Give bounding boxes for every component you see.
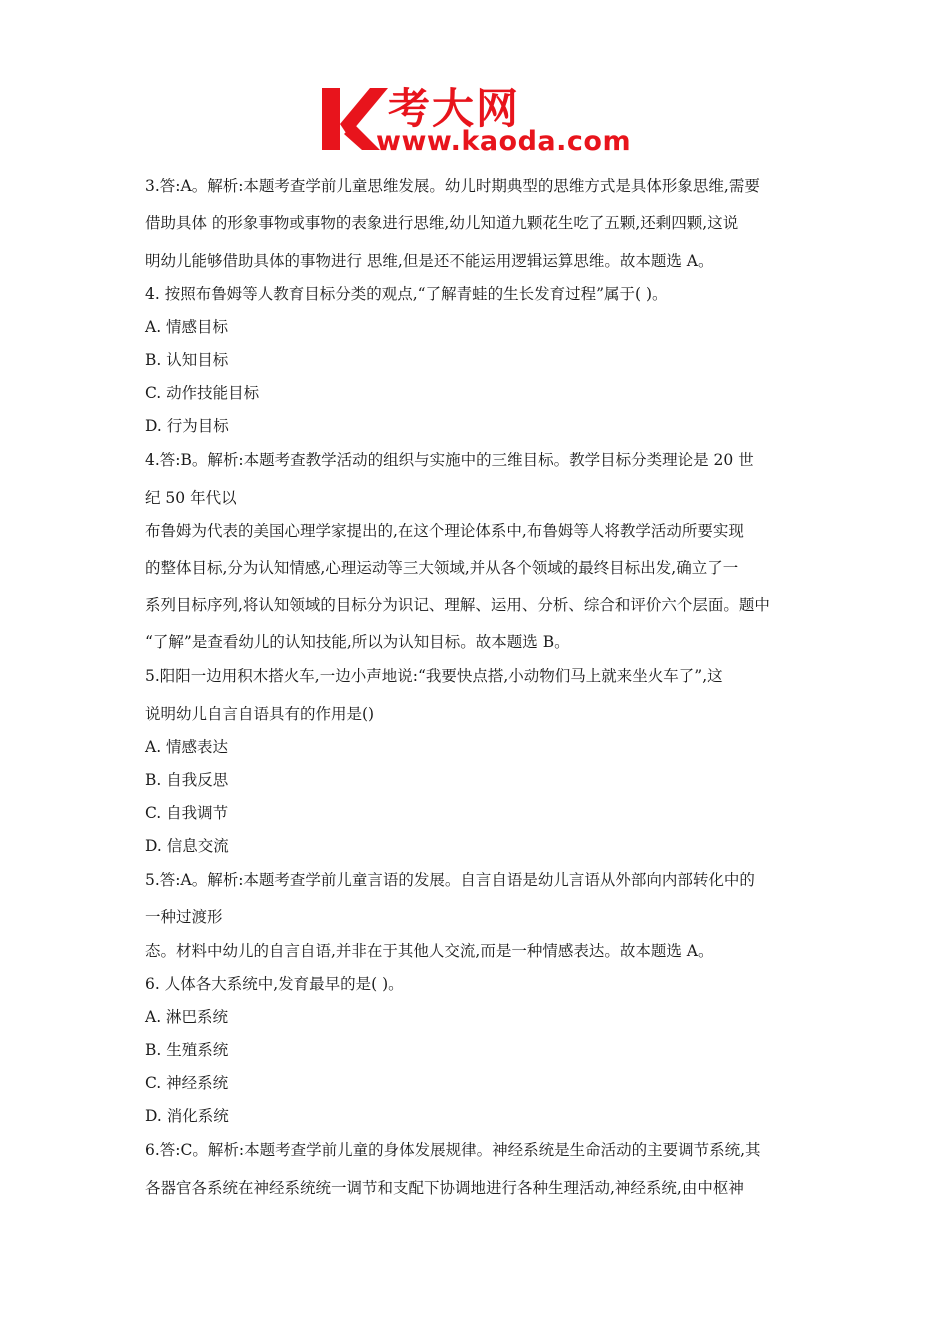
option-c: C. 自我调节: [145, 804, 229, 822]
text-line: 借助具体 的形象事物或事物的表象进行思维,幼儿知道九颗花生吃了五颗,还剩四颗,这说: [145, 214, 739, 232]
option-a: A. 情感表达: [145, 738, 229, 756]
logo-url-text: www.kaoda.com: [376, 126, 632, 157]
text-line: 4.答:B。解析:本题考查教学活动的组织与实施中的三维目标。教学目标分类理论是 20 世: [145, 451, 754, 469]
option-d: D. 行为目标: [145, 417, 229, 435]
option-b: B. 自我反思: [145, 771, 229, 789]
text-line: 各器官各系统在神经系统统一调节和支配下协调地进行各种生理活动,神经系统,由中枢神: [145, 1179, 744, 1197]
option-a: A. 情感目标: [145, 318, 229, 336]
option-d: D. 消化系统: [145, 1107, 229, 1125]
text-line: 一种过渡形: [145, 908, 223, 926]
option-c: C. 神经系统: [145, 1074, 229, 1092]
text-line: “了解”是查看幼儿的认知技能,所以为认知目标。故本题选 B。: [145, 633, 570, 651]
text-line: 的整体目标,分为认知情感,心理运动等三大领域,并从各个领域的最终目标出发,确立了一: [145, 559, 739, 577]
text-line: 6.答:C。解析:本题考查学前儿童的身体发展规律。神经系统是生命活动的主要调节系统,其: [145, 1141, 761, 1159]
logo-brand-text: 考大网: [388, 84, 521, 133]
question-4: 4. 按照布鲁姆等人教育目标分类的观点,“了解青蛙的生长发育过程”属于( )。: [145, 285, 668, 303]
option-b: B. 生殖系统: [145, 1041, 229, 1059]
text-line: 明幼儿能够借助具体的事物进行 思维,但是还不能运用逻辑运算思维。故本题选 A。: [145, 252, 714, 270]
question-5: 5.阳阳一边用积木搭火车,一边小声地说:“我要快点搭,小动物们马上就来坐火车了”,这: [145, 667, 723, 685]
text-line: 态。材料中幼儿的自言自语,并非在于其他人交流,而是一种情感表达。故本题选 A。: [145, 942, 714, 960]
option-d: D. 信息交流: [145, 837, 229, 855]
option-c: C. 动作技能目标: [145, 384, 260, 402]
text-line: 说明幼儿自言自语具有的作用是(): [145, 705, 375, 723]
text-line: 纪 50 年代以: [145, 489, 237, 507]
question-6: 6. 人体各大系统中,发育最早的是( )。: [145, 975, 404, 993]
text-line: 布鲁姆为代表的美国心理学家提出的,在这个理论体系中,布鲁姆等人将教学活动所要实现: [145, 522, 744, 540]
option-a: A. 淋巴系统: [145, 1008, 229, 1026]
option-b: B. 认知目标: [145, 351, 229, 369]
text-line: 3.答:A。解析:本题考查学前儿童思维发展。幼儿时期典型的思维方式是具体形象思维,需要: [145, 177, 760, 195]
text-line: 系列目标序列,将认知领域的目标分为识记、理解、运用、分析、综合和评价六个层面。题中: [145, 596, 770, 614]
text-line: 5.答:A。解析:本题考查学前儿童言语的发展。自言自语是幼儿言语从外部向内部转化中的: [145, 871, 755, 889]
